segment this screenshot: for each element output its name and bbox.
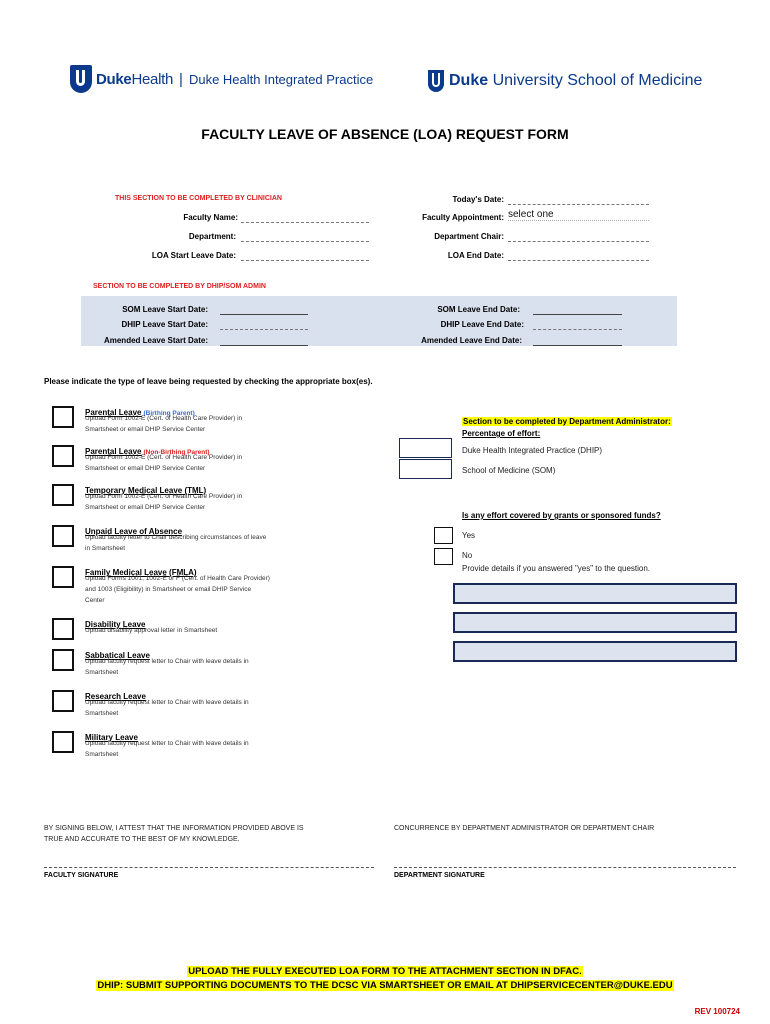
admin-section-heading: SECTION TO BE COMPLETED BY DHIP/SOM ADMIN <box>93 283 266 290</box>
leave-title: Sabbatical Leave <box>85 651 150 660</box>
dhip-percent-label: Duke Health Integrated Practice (DHIP) <box>462 446 603 455</box>
leave-checkbox[interactable] <box>52 731 74 753</box>
leave-description: and 1003 (Eligibility) in Smartsheet or email DHIP Service <box>85 586 252 593</box>
leave-description: Upload faculty letter to Chair describing circumstances of leave <box>85 534 267 541</box>
duke-health-light: Health <box>131 70 174 88</box>
leave-description: Smartsheet <box>85 669 119 676</box>
som-end-label: SOM Leave End Date: <box>437 305 520 314</box>
duke-d-icon <box>428 70 444 92</box>
footer-line-2-wrap <box>0 980 770 991</box>
department-chair-field[interactable] <box>508 232 649 242</box>
duke-health-bold: Duke <box>96 70 132 88</box>
leave-checkbox[interactable] <box>52 690 74 712</box>
leave-description: Smartsheet <box>85 710 119 717</box>
logo-separator: | <box>179 70 183 88</box>
details-input-3[interactable] <box>453 641 737 662</box>
leave-description: Upload disability approval letter in Smartsheet <box>85 627 218 634</box>
som-percent-label: School of Medicine (SOM) <box>462 466 556 475</box>
leave-qualifier: (Non-Birthing Parent) <box>143 449 210 456</box>
leave-checkbox[interactable] <box>52 566 74 588</box>
dept-admin-heading: Section to be completed by Department Administrator: <box>463 417 671 426</box>
som-end-field[interactable] <box>533 305 622 315</box>
som-rest: University School of Medicine <box>492 72 703 89</box>
loa-start-label: LOA Start Leave Date: <box>151 251 236 260</box>
department-signature-label: DEPARTMENT SIGNATURE <box>394 872 485 879</box>
attest-line-2: TRUE AND ACCURATE TO THE BEST OF MY KNOWLEDGE. <box>44 836 240 843</box>
grants-no-label: No <box>462 551 473 560</box>
footer-line-2: DHIP: SUBMIT SUPPORTING DOCUMENTS TO THE DCSC VIA SMARTSHEET OR EMAIL AT DHIPSERVICECENTER@DUKE.EDU <box>97 980 673 991</box>
leave-title: Unpaid Leave of Absence <box>85 527 183 536</box>
dhip-start-label: DHIP Leave Start Date: <box>121 320 208 329</box>
grants-no-checkbox[interactable] <box>434 548 453 565</box>
loa-end-label: LOA End Date: <box>447 251 504 260</box>
leave-description: Upload Form 1002-E (Cert. of Health Care Provider) in <box>85 493 243 500</box>
amended-start-field[interactable] <box>220 336 308 346</box>
leave-description: Upload faculty request letter to Chair with leave details in <box>85 699 249 706</box>
department-label: Department: <box>188 232 236 241</box>
leave-description: Smartsheet or email DHIP Service Center <box>85 465 206 472</box>
loa-start-field[interactable] <box>241 251 369 261</box>
footer-line-1: UPLOAD THE FULLY EXECUTED LOA FORM TO THE ATTACHMENT SECTION IN DFAC. <box>188 966 582 977</box>
faculty-signature-line[interactable] <box>44 866 374 868</box>
leave-title: Disability Leave <box>85 620 146 629</box>
leave-checkbox[interactable] <box>52 649 74 671</box>
dept-admin-heading-wrap <box>462 411 672 429</box>
revision-label: REV 100724 <box>694 1007 740 1016</box>
attest-line-1: BY SIGNING BELOW, I ATTEST THAT THE INFORMATION PROVIDED ABOVE IS <box>44 825 304 832</box>
duke-shield-icon <box>70 65 92 93</box>
dhip-percent-input[interactable] <box>399 438 452 458</box>
leave-qualifier: (Birthing Parent) <box>143 410 195 417</box>
todays-date-field[interactable] <box>508 195 649 205</box>
faculty-appointment-select[interactable]: select one <box>508 209 649 221</box>
duke-health-logo <box>70 64 373 94</box>
leave-title: Parental Leave <box>85 447 142 456</box>
grants-question: Is any effort covered by grants or sponsored funds? <box>462 511 661 520</box>
grants-yes-checkbox[interactable] <box>434 527 453 544</box>
details-input-1[interactable] <box>453 583 737 604</box>
leave-description: in Smartsheet <box>85 545 126 552</box>
leave-description: Center <box>85 597 105 604</box>
som-percent-input[interactable] <box>399 459 452 479</box>
pct-effort-label: Percentage of effort: <box>462 429 541 438</box>
som-start-label: SOM Leave Start Date: <box>122 305 208 314</box>
leave-description: Upload faculty request letter to Chair with leave details in <box>85 658 249 665</box>
clinician-section-heading: THIS SECTION TO BE COMPLETED BY CLINICIAN <box>115 195 282 202</box>
faculty-name-field[interactable] <box>241 213 369 223</box>
faculty-name-label: Faculty Name: <box>183 213 238 222</box>
dhip-start-field[interactable] <box>220 320 308 330</box>
leave-description: Smartsheet or email DHIP Service Center <box>85 426 206 433</box>
leave-title: Family Medical Leave (FMLA) <box>85 568 197 577</box>
details-input-2[interactable] <box>453 612 737 633</box>
leave-description: Smartsheet <box>85 751 119 758</box>
leave-description: Smartsheet or email DHIP Service Center <box>85 504 206 511</box>
leave-description: Upload Forms 1001, 1002-E or F (Cert. of Health Care Provider) <box>85 575 270 582</box>
leave-checkbox[interactable] <box>52 484 74 506</box>
leave-title: Parental Leave <box>85 408 142 417</box>
concurrence-text: CONCURRENCE BY DEPARTMENT ADMINISTRATOR OR DEPARTMENT CHAIR <box>394 825 655 832</box>
grants-yes-label: Yes <box>462 531 476 540</box>
amended-start-label: Amended Leave Start Date: <box>103 336 208 345</box>
leave-instruction: Please indicate the type of leave being requested by checking the appropriate box(es). <box>44 377 373 386</box>
dhip-end-label: DHIP Leave End Date: <box>440 320 524 329</box>
leave-checkbox[interactable] <box>52 618 74 640</box>
department-chair-label: Department Chair: <box>434 232 504 241</box>
dhip-name: Duke Health Integrated Practice <box>188 71 374 87</box>
footer-line-1-wrap <box>0 966 770 977</box>
amended-end-label: Amended Leave End Date: <box>421 336 522 345</box>
leave-checkbox[interactable] <box>52 525 74 547</box>
loa-end-field[interactable] <box>508 251 649 261</box>
duke-som-logo <box>428 70 702 92</box>
leave-description: Upload Form 1002-E (Cert. of Health Care Provider) in <box>85 454 243 461</box>
som-bold: Duke <box>449 72 489 89</box>
todays-date-label: Today's Date: <box>452 195 504 204</box>
leave-checkbox[interactable] <box>52 445 74 467</box>
leave-title: Research Leave <box>85 692 146 701</box>
faculty-signature-label: FACULTY SIGNATURE <box>44 872 119 879</box>
som-start-field[interactable] <box>220 305 308 315</box>
department-field[interactable] <box>241 232 369 242</box>
details-prompt: Provide details if you answered "yes" to the question. <box>462 564 651 573</box>
faculty-appointment-label: Faculty Appointment: <box>422 213 504 222</box>
leave-checkbox[interactable] <box>52 406 74 428</box>
leave-title: Military Leave <box>85 733 138 742</box>
amended-end-field[interactable] <box>533 336 622 346</box>
leave-title: Temporary Medical Leave (TML) <box>85 486 207 495</box>
leave-description: Upload faculty request letter to Chair with leave details in <box>85 740 249 747</box>
form-title: FACULTY LEAVE OF ABSENCE (LOA) REQUEST FORM <box>201 126 569 142</box>
attest-text <box>44 823 304 845</box>
department-signature-line[interactable] <box>394 866 736 868</box>
dhip-end-field[interactable] <box>533 320 622 330</box>
leave-description: Upload Form 1002-E (Cert. of Health Care Provider) in <box>85 415 243 422</box>
